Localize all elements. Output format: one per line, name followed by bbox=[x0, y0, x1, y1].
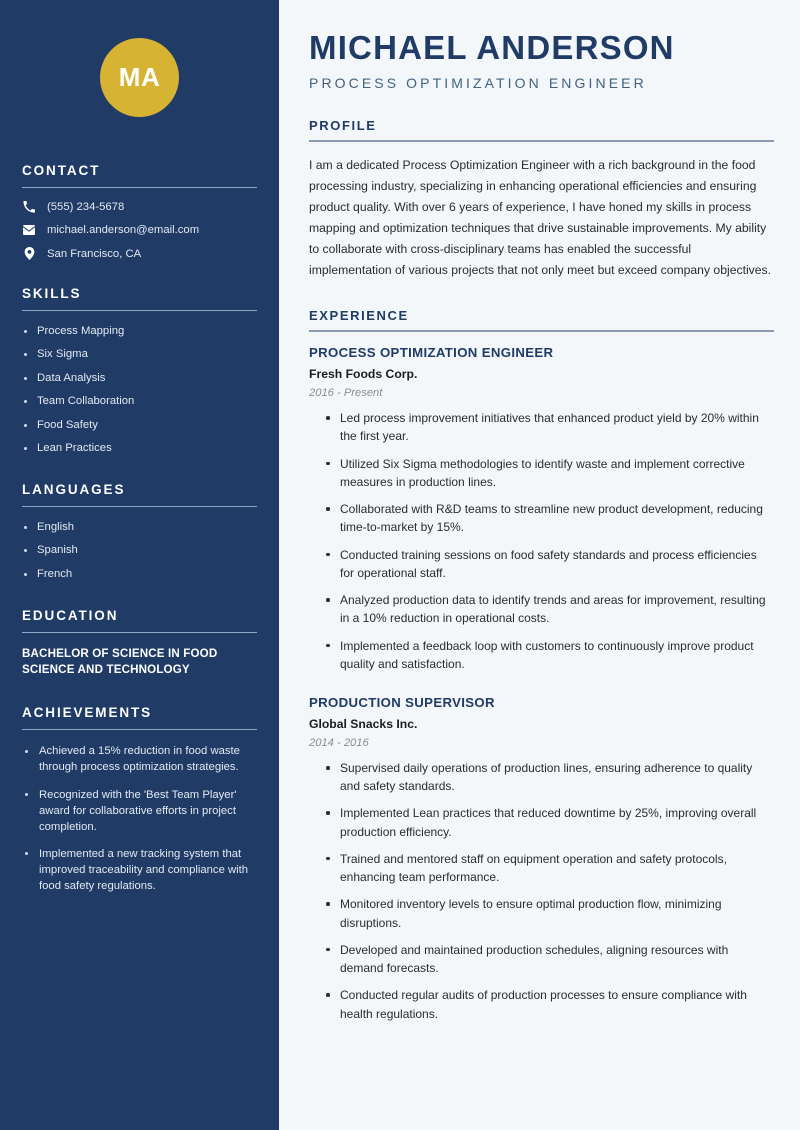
job-dates: 2014 - 2016 bbox=[309, 737, 369, 750]
phone-icon bbox=[22, 201, 36, 213]
job-title: PROCESS OPTIMIZATION ENGINEER bbox=[309, 345, 554, 361]
contact-phone-value: (555) 234-5678 bbox=[47, 201, 125, 213]
skills-list bbox=[22, 324, 257, 456]
list-item: Implemented a new tracking system that improved traceability and compliance with food safety regulations. bbox=[22, 846, 257, 894]
education-degree: BACHELOR OF SCIENCE IN FOOD SCIENCE AND TECHNOLOGY bbox=[22, 646, 218, 677]
sidebar-section-achievements bbox=[22, 705, 257, 894]
list-item: Data Analysis bbox=[22, 371, 257, 386]
list-item: Implemented a feedback loop with customers to continuously improve product quality and satisfaction. bbox=[325, 637, 774, 673]
avatar-container bbox=[22, 0, 257, 163]
contact-row-phone[interactable] bbox=[22, 201, 257, 213]
contact-location-value: San Francisco, CA bbox=[47, 247, 142, 260]
list-item: Team Collaboration bbox=[22, 394, 257, 409]
sidebar-section-languages bbox=[22, 482, 257, 582]
sidebar-section-education bbox=[22, 608, 257, 680]
list-item: Six Sigma bbox=[22, 347, 257, 362]
languages-heading: LANGUAGES bbox=[22, 481, 126, 497]
list-item: Collaborated with R&D teams to streamline new product development, reducing time-to-market by 15%. bbox=[325, 500, 774, 536]
list-item: Achieved a 15% reduction in food waste through process optimization strategies. bbox=[22, 743, 257, 775]
contact-email-value: michael.anderson@email.com bbox=[47, 224, 200, 236]
list-item: Food Safety bbox=[22, 418, 257, 433]
list-item: Implemented Lean practices that reduced downtime by 25%, improving overall production efficiency. bbox=[325, 804, 774, 840]
sidebar-section-contact bbox=[22, 163, 257, 260]
list-item: Recognized with the 'Best Team Player' award for collaborative efforts in project completion. bbox=[22, 787, 257, 835]
contact-divider bbox=[22, 187, 257, 188]
list-item: Analyzed production data to identify trends and areas for improvement, resulting in a 10% reduction in operational costs. bbox=[325, 591, 774, 627]
main-content bbox=[279, 0, 800, 1130]
list-item: English bbox=[22, 520, 257, 535]
list-item: Developed and maintained production schedules, aligning resources with demand forecasts. bbox=[325, 941, 774, 977]
sidebar bbox=[0, 0, 279, 1130]
achievements-list bbox=[22, 743, 257, 894]
contact-heading: CONTACT bbox=[22, 163, 101, 178]
skills-heading: SKILLS bbox=[22, 286, 82, 301]
experience-entry bbox=[309, 695, 774, 1023]
list-item: French bbox=[22, 567, 257, 582]
list-item: Conducted training sessions on food safety standards and process efficiencies for operational staff. bbox=[325, 546, 774, 582]
profile-divider bbox=[309, 140, 774, 142]
job-company: Global Snacks Inc. bbox=[309, 717, 418, 732]
contact-row-location[interactable] bbox=[22, 247, 257, 260]
job-dates: 2016 - Present bbox=[309, 387, 383, 400]
sidebar-section-skills bbox=[22, 286, 257, 456]
job-role-subtitle: PROCESS OPTIMIZATION ENGINEER bbox=[309, 75, 647, 92]
achievements-divider bbox=[22, 729, 257, 730]
profile-text: I am a dedicated Process Optimization Engineer with a rich background in the food processing industry, specializing in enhancing operational efficiencies and ensuring product quality. With over 6 years of experience, I have honed my skills in process mapping and optimization techniques that drive sustainable improvements. My ability to collaborate with cross-disciplinary teams has enabled the successful implementation of various projects that not only meet but exceed company objectives. bbox=[309, 158, 772, 278]
list-item: Trained and mentored staff on equipment operation and safety protocols, enhancing team performance. bbox=[325, 850, 774, 886]
education-divider bbox=[22, 632, 257, 633]
education-heading: EDUCATION bbox=[22, 607, 119, 623]
list-item: Supervised daily operations of production lines, ensuring adherence to quality and safety standards. bbox=[325, 759, 774, 795]
job-bullet-list bbox=[309, 759, 774, 1023]
languages-list bbox=[22, 520, 257, 582]
job-title: PRODUCTION SUPERVISOR bbox=[309, 695, 495, 711]
list-item: Led process improvement initiatives that enhanced product yield by 20% within the first year. bbox=[325, 409, 774, 445]
envelope-icon bbox=[22, 224, 36, 236]
avatar: MA bbox=[100, 38, 179, 117]
job-company: Fresh Foods Corp. bbox=[309, 367, 418, 382]
contact-row-email[interactable] bbox=[22, 224, 257, 236]
section-experience bbox=[309, 308, 774, 1023]
list-item: Spanish bbox=[22, 543, 257, 558]
map-pin-icon bbox=[22, 247, 36, 260]
languages-divider bbox=[22, 506, 257, 507]
experience-heading: EXPERIENCE bbox=[309, 308, 409, 324]
job-bullet-list bbox=[309, 409, 774, 673]
list-item: Lean Practices bbox=[22, 441, 257, 456]
list-item: Monitored inventory levels to ensure optimal production flow, minimizing disruptions. bbox=[325, 895, 774, 931]
skills-divider bbox=[22, 310, 257, 311]
page-title: MICHAEL ANDERSON bbox=[309, 29, 675, 66]
achievements-heading: ACHIEVEMENTS bbox=[22, 705, 153, 721]
experience-entry bbox=[309, 345, 774, 673]
list-item: Conducted regular audits of production processes to ensure compliance with health regulations. bbox=[325, 986, 774, 1022]
list-item: Process Mapping bbox=[22, 324, 257, 339]
section-profile bbox=[309, 118, 774, 281]
experience-divider bbox=[309, 330, 774, 332]
list-item: Utilized Six Sigma methodologies to identify waste and implement corrective measures in production lines. bbox=[325, 455, 774, 491]
profile-heading: PROFILE bbox=[309, 118, 377, 134]
